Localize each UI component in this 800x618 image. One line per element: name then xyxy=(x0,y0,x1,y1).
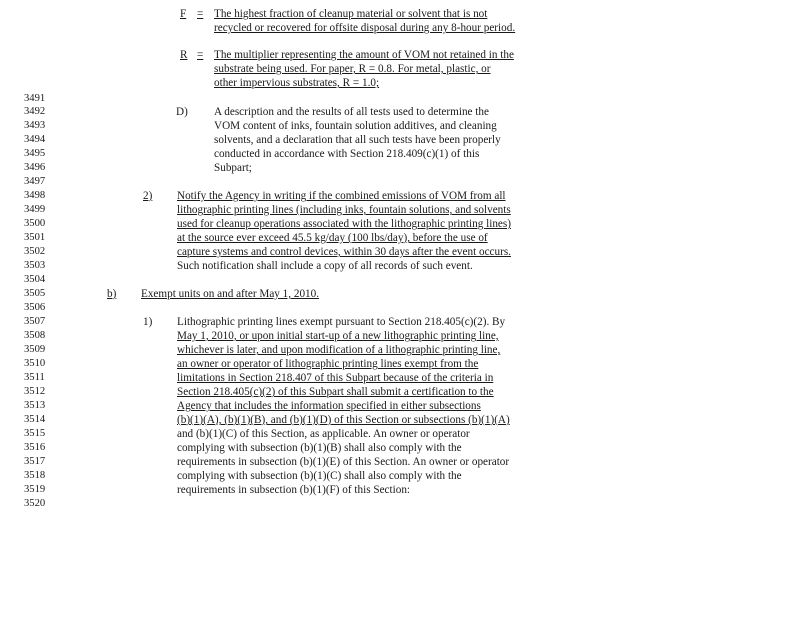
line-number: 3499 xyxy=(24,204,46,215)
line-number: 3497 xyxy=(24,176,46,187)
text-segment: Subpart; xyxy=(214,162,252,174)
line-number: 3508 xyxy=(24,330,46,341)
text-segment: R xyxy=(180,49,188,61)
line-number: 3520 xyxy=(24,498,46,509)
text-segment: (b)(1)(A), (b)(1)(B), and (b)(1)(D) of this Section or subsections (b)(1)(A) xyxy=(177,414,510,426)
text-segment: lithographic printing lines (including inks, fountain solutions, and solvents xyxy=(177,204,511,216)
line-number: 3509 xyxy=(24,344,46,355)
text-segment: other impervious substrates, R = 1.0; xyxy=(214,77,380,89)
line-number: 3491 xyxy=(24,93,46,104)
text-segment: an owner or operator of lithographic printing lines exempt from the xyxy=(177,358,479,370)
line-number: 3495 xyxy=(24,148,46,159)
text-segment: F xyxy=(180,8,187,20)
line-number: 3511 xyxy=(24,372,45,383)
line-number: 3496 xyxy=(24,162,46,173)
text-segment: requirements in subsection (b)(1)(E) of this Section. An owner or operator xyxy=(177,456,510,468)
text-segment: A description and the results of all tests used to determine the xyxy=(214,106,489,118)
text-segment: Section 218.405(c)(2) of this Subpart shall submit a certification to the xyxy=(177,386,494,398)
line-number: 3516 xyxy=(24,442,46,453)
line-number: 3505 xyxy=(24,288,46,299)
text-segment: used for cleanup operations associated with the lithographic printing lines) xyxy=(177,218,511,230)
line-number: 3512 xyxy=(24,386,46,397)
line-number: 3518 xyxy=(24,470,46,481)
line-number: 3503 xyxy=(24,260,46,271)
text-segment: solvents, and a declaration that all such tests have been properly xyxy=(214,134,501,146)
line-number: 3492 xyxy=(24,106,46,117)
text-segment: b) xyxy=(107,288,117,300)
text-segment: = xyxy=(197,8,204,20)
text-segment: complying with subsection (b)(1)(C) shall also comply with the xyxy=(177,470,462,482)
text-segment: limitations in Section 218.407 of this Subpart because of the criteria in xyxy=(177,372,494,384)
line-number: 3502 xyxy=(24,246,46,257)
text-segment: complying with subsection (b)(1)(B) shall also comply with the xyxy=(177,442,462,454)
line-number: 3493 xyxy=(24,120,46,131)
line-number: 3517 xyxy=(24,456,46,467)
text-segment: recycled or recovered for offsite disposal during any 8-hour period. xyxy=(214,22,516,34)
line-number: 3498 xyxy=(24,190,46,201)
line-number: 3507 xyxy=(24,316,46,327)
line-number: 3504 xyxy=(24,274,46,285)
line-number: 3513 xyxy=(24,400,46,411)
line-number: 3500 xyxy=(24,218,46,229)
text-segment: substrate being used. For paper, R = 0.8. For metal, plastic, or xyxy=(214,63,491,75)
text-segment: The highest fraction of cleanup material or solvent that is not xyxy=(214,8,488,20)
text-segment: conducted in accordance with Section 218.409(c)(1) of this xyxy=(214,148,480,160)
line-number: 3519 xyxy=(24,484,46,495)
line-number: 3494 xyxy=(24,134,46,145)
text-segment: capture systems and control devices, within 30 days after the event occurs. xyxy=(177,246,511,258)
text-segment: Lithographic printing lines exempt pursuant to Section 218.405(c)(2). By xyxy=(177,316,506,328)
text-segment: Such notification shall include a copy of all records of such event. xyxy=(177,260,473,272)
text-segment: 1) xyxy=(143,316,153,328)
text-segment: whichever is later, and upon modification of a lithographic printing line, xyxy=(177,344,501,356)
text-segment: Notify the Agency in writing if the combined emissions of VOM from all xyxy=(177,190,506,202)
text-segment: Exempt units on and after May 1, 2010. xyxy=(141,288,320,300)
text-segment: = xyxy=(197,49,204,61)
line-number: 3510 xyxy=(24,358,46,369)
text-segment: requirements in subsection (b)(1)(F) of this Section: xyxy=(177,484,411,496)
text-segment: and (b)(1)(C) of this Section, as applicable. An owner or operator xyxy=(177,428,470,440)
line-number: 3515 xyxy=(24,428,46,439)
text-segment: May 1, 2010, or upon initial start-up of a new lithographic printing line, xyxy=(177,330,499,342)
text-segment: D) xyxy=(176,106,188,118)
text-segment: Agency that includes the information specified in either subsections xyxy=(177,400,481,412)
text-segment: The multiplier representing the amount of VOM not retained in the xyxy=(214,49,514,61)
text-segment: at the source ever exceed 45.5 kg/day (100 lbs/day), before the use of xyxy=(177,232,488,244)
line-number: 3514 xyxy=(24,414,46,425)
text-segment: 2) xyxy=(143,190,153,202)
line-number: 3501 xyxy=(24,232,46,243)
line-number: 3506 xyxy=(24,302,46,313)
text-segment: VOM content of inks, fountain solution additives, and cleaning xyxy=(214,120,497,132)
